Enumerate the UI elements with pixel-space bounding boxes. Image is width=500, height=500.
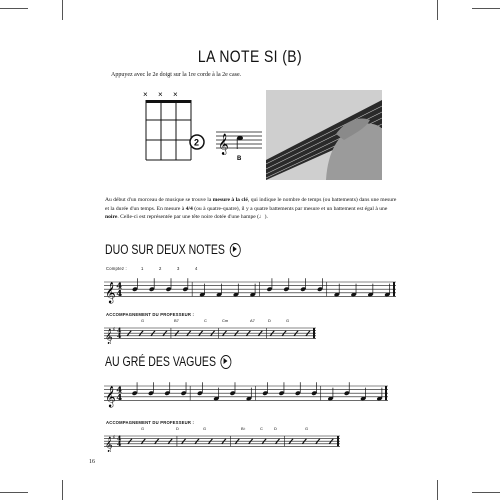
treble-clef: 𝄞 <box>105 329 113 344</box>
time-sig-top: 4 <box>117 327 122 335</box>
key-signature: ♯ <box>112 327 116 334</box>
chord-symbol: A7 <box>250 318 255 323</box>
chord-symbol: D <box>176 426 179 431</box>
treble-clef: 𝄞 <box>105 282 116 304</box>
audio-icon[interactable] <box>221 355 232 369</box>
crop-mark <box>437 0 438 20</box>
time-sig-bottom: 4 <box>116 392 123 403</box>
intro-text: Appuyez avec le 2e doigt sur la 1re corde à la 2e case. <box>111 72 242 78</box>
section-title-duo: DUO SUR DEUX NOTES <box>105 242 241 257</box>
note-head <box>237 136 243 140</box>
crop-mark <box>0 492 28 493</box>
chord-symbol: B♭ <box>241 426 246 431</box>
chord-symbol: D <box>274 426 277 431</box>
crop-mark <box>0 8 28 9</box>
finger-number: 2 <box>194 137 200 148</box>
chord-symbol: G <box>305 426 309 431</box>
count-2: 2 <box>159 266 162 271</box>
time-sig-top: 4 <box>117 435 122 443</box>
time-sig-bottom: 4 <box>117 440 122 448</box>
count-1: 1 <box>141 266 144 271</box>
treble-clef: 𝄞 <box>218 134 229 155</box>
chord-symbol: C <box>260 426 263 431</box>
time-sig-bottom: 4 <box>116 288 123 299</box>
accomp-staff-1 <box>104 326 316 344</box>
muted-string-marker: × <box>173 90 178 99</box>
accomp-label-1: ACCOMPAGNEMENT DU PROFESSEUR : <box>106 312 195 317</box>
count-3: 3 <box>177 266 180 271</box>
chord-symbol: G <box>141 426 145 431</box>
crop-mark <box>472 8 500 9</box>
count-label: Comptez : <box>106 266 127 271</box>
chord-symbol: G <box>286 318 290 323</box>
muted-string-marker: × <box>158 90 163 99</box>
melody-staff-1 <box>104 276 396 304</box>
chord-symbol: C <box>204 318 207 323</box>
chord-symbol: G <box>203 426 207 431</box>
crop-mark <box>62 480 63 500</box>
audio-icon[interactable] <box>230 243 241 257</box>
chord-symbol: D <box>268 318 271 323</box>
key-signature: ♯ <box>112 435 116 442</box>
note-label: B <box>237 156 242 162</box>
melody-staff-2 <box>104 380 388 408</box>
accomp-staff-2 <box>104 434 340 452</box>
count-4: 4 <box>195 266 198 271</box>
accomp-label-2: ACCOMPAGNEMENT DU PROFESSEUR : <box>106 420 195 425</box>
crop-mark <box>472 492 500 493</box>
page-title: LA NOTE SI (B) <box>197 47 303 66</box>
chord-symbol: G <box>141 318 145 323</box>
page-number: 16 <box>89 459 95 465</box>
treble-clef: 𝄞 <box>105 386 116 408</box>
hand-photo <box>266 90 382 180</box>
chord-symbol: Cm <box>222 318 229 323</box>
treble-clef: 𝄞 <box>105 437 113 452</box>
time-sig-bottom: 4 <box>117 332 122 340</box>
time-signature-paragraph: Au début d'un morceau de musique se trouve la mesure à la clé, qui indique le nombre de temps (ou battements) dans une mesure et la durée d'un temps. En mesure à 4/4 (ou à quatre-quatre), il y a quatre battements par mesure et un battement est égal à une noire. Celle-ci est représentée par une tête noire dotée d'une hampe (♩). <box>105 197 397 221</box>
crop-mark <box>62 0 63 20</box>
crop-mark <box>437 480 438 500</box>
fingering-diagram <box>138 88 264 168</box>
time-sig-top: 4 <box>116 385 123 396</box>
time-sig-top: 4 <box>116 281 123 292</box>
chord-symbol: B7 <box>174 318 179 323</box>
section-title-vagues: AU GRÉ DES VAGUES <box>105 354 232 369</box>
muted-string-marker: × <box>143 90 148 99</box>
